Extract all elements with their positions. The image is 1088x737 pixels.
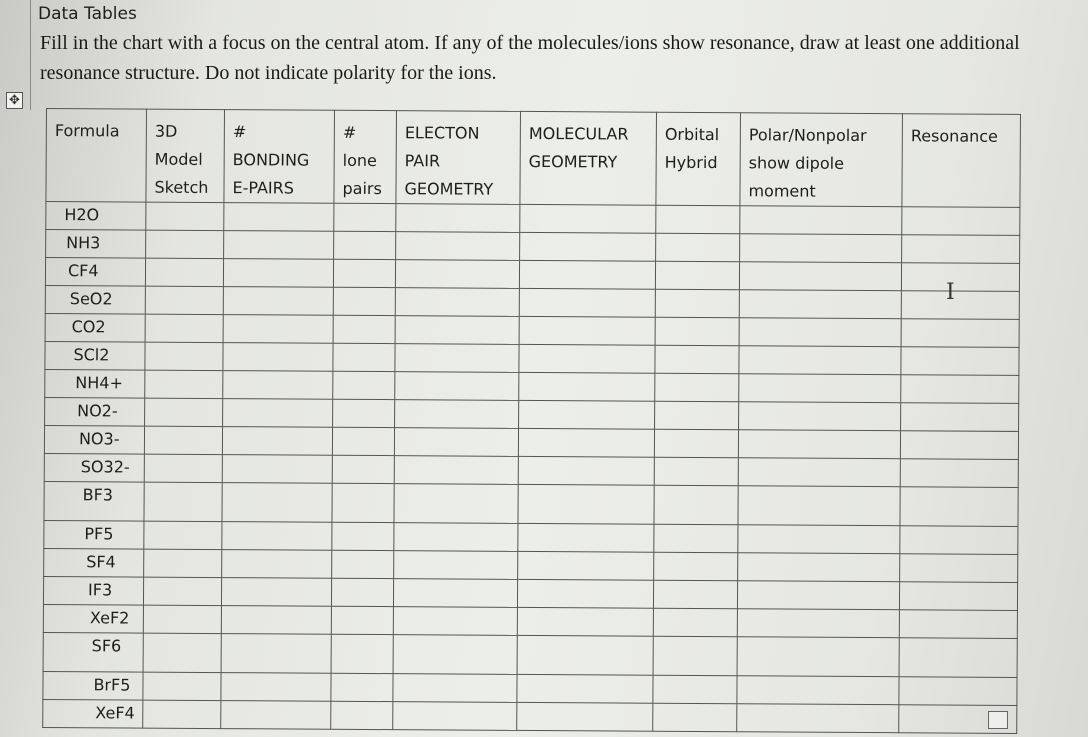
formula-cell[interactable] — [43, 576, 143, 605]
formula-label: XeF4 — [95, 703, 135, 723]
empty-cell[interactable] — [517, 607, 653, 636]
empty-cell[interactable] — [899, 677, 1017, 706]
empty-cell[interactable] — [146, 230, 224, 258]
empty-cell[interactable] — [901, 375, 1019, 404]
empty-cell[interactable] — [653, 675, 737, 704]
empty-cell[interactable] — [332, 427, 394, 455]
empty-cell[interactable] — [517, 635, 653, 675]
formula-cell[interactable] — [45, 313, 145, 342]
formula-label: NH4+ — [75, 373, 123, 393]
empty-cell[interactable] — [395, 316, 519, 345]
empty-cell[interactable] — [146, 202, 224, 230]
header-line: BONDING — [232, 150, 310, 170]
empty-cell[interactable] — [143, 577, 221, 605]
empty-cell[interactable] — [331, 634, 393, 673]
header-line: Polar/Nonpolar — [748, 125, 867, 146]
empty-cell[interactable] — [223, 287, 333, 316]
empty-cell[interactable] — [739, 318, 901, 347]
empty-cell[interactable] — [145, 398, 223, 426]
header-line: MOLECULAR — [528, 123, 629, 144]
empty-cell[interactable] — [144, 482, 222, 521]
formula-cell[interactable] — [44, 453, 144, 482]
empty-cell[interactable] — [739, 290, 901, 319]
empty-cell[interactable] — [901, 291, 1019, 320]
empty-cell[interactable] — [143, 605, 221, 633]
empty-cell[interactable] — [899, 582, 1017, 611]
header-line: pairs — [342, 178, 382, 199]
formula-cell[interactable] — [43, 671, 143, 700]
empty-cell[interactable] — [739, 374, 901, 403]
formula-cell[interactable] — [45, 369, 145, 398]
empty-cell[interactable] — [395, 260, 519, 289]
empty-cell[interactable] — [656, 233, 740, 262]
header-cell[interactable] — [740, 113, 903, 207]
empty-cell[interactable] — [395, 344, 519, 373]
empty-cell[interactable] — [902, 235, 1020, 264]
empty-cell[interactable] — [518, 484, 654, 524]
empty-cell[interactable] — [519, 288, 655, 317]
empty-cell[interactable] — [333, 315, 395, 343]
header-cell[interactable] — [656, 112, 741, 206]
header-text — [224, 110, 334, 203]
empty-cell[interactable] — [654, 524, 738, 553]
empty-cell[interactable] — [223, 371, 333, 400]
empty-cell[interactable] — [900, 526, 1018, 555]
formula-label: NH3 — [66, 233, 101, 253]
empty-cell[interactable] — [334, 231, 396, 259]
empty-cell[interactable] — [655, 317, 739, 346]
empty-cell[interactable] — [396, 232, 520, 261]
empty-cell[interactable] — [331, 578, 393, 606]
table-row — [44, 481, 1018, 526]
empty-cell[interactable] — [222, 455, 332, 484]
header-line: # — [342, 122, 357, 142]
table-row — [43, 699, 1017, 733]
formula-cell[interactable] — [43, 604, 143, 633]
empty-cell[interactable] — [655, 373, 739, 402]
formula-label: NO2- — [77, 401, 118, 421]
header-cell[interactable] — [146, 109, 225, 202]
header-text — [521, 112, 656, 177]
empty-cell[interactable] — [221, 634, 331, 674]
empty-cell[interactable] — [517, 702, 653, 731]
empty-cell[interactable] — [655, 289, 739, 318]
empty-cell[interactable] — [144, 549, 222, 577]
empty-cell[interactable] — [332, 483, 394, 522]
empty-cell[interactable] — [393, 607, 517, 636]
header-line: Resonance — [910, 126, 998, 146]
empty-cell[interactable] — [331, 673, 393, 701]
empty-cell[interactable] — [899, 610, 1017, 639]
formula-label: CO2 — [71, 317, 106, 337]
empty-cell[interactable] — [332, 550, 394, 578]
header-line: lone — [342, 150, 377, 171]
empty-cell[interactable] — [144, 426, 222, 454]
empty-cell[interactable] — [331, 606, 393, 634]
empty-cell[interactable] — [655, 345, 739, 374]
empty-cell[interactable] — [653, 636, 737, 676]
formula-label: SeO2 — [69, 289, 113, 309]
formula-cell[interactable] — [45, 397, 145, 426]
formula-label: NO3- — [78, 429, 120, 449]
instructions-text: Fill in the chart with a focus on the central atom. If any of the molecules/ions show resonance, draw at least one additional resonance structure. Do not indicate polarity for the ions. — [40, 32, 1020, 84]
header-text — [47, 109, 146, 146]
formula-label: BrF5 — [93, 675, 131, 695]
empty-cell[interactable] — [737, 637, 899, 677]
empty-cell[interactable] — [396, 204, 520, 233]
empty-cell[interactable] — [738, 458, 900, 487]
empty-cell[interactable] — [517, 674, 653, 703]
empty-cell[interactable] — [222, 522, 332, 551]
empty-cell[interactable] — [900, 554, 1018, 583]
formula-cell[interactable] — [44, 520, 144, 549]
empty-cell[interactable] — [395, 288, 519, 317]
empty-cell[interactable] — [145, 286, 223, 314]
formula-cell[interactable] — [45, 285, 145, 314]
empty-cell[interactable] — [145, 314, 223, 342]
header-line: Formula — [54, 121, 120, 141]
formula-cell[interactable] — [44, 548, 144, 577]
empty-cell[interactable] — [331, 701, 393, 729]
header-cell[interactable] — [396, 111, 521, 205]
formula-label: SO32- — [80, 457, 130, 477]
empty-cell[interactable] — [395, 400, 519, 429]
header-line: # — [232, 122, 247, 142]
empty-cell[interactable] — [739, 262, 901, 291]
formula-cell[interactable] — [44, 481, 144, 521]
empty-cell[interactable] — [334, 203, 396, 231]
header-text — [740, 113, 902, 206]
page-heading: Data Tables — [38, 4, 137, 24]
header-cell[interactable] — [520, 111, 657, 205]
header-text — [396, 111, 520, 204]
header-line: Model — [154, 149, 203, 169]
empty-cell[interactable] — [653, 580, 737, 609]
empty-cell[interactable] — [738, 553, 900, 582]
formula-label: BF3 — [82, 485, 114, 505]
empty-cell[interactable] — [333, 259, 395, 287]
empty-cell[interactable] — [737, 704, 899, 733]
data-table-wrapper — [42, 108, 1021, 734]
formula-label: SF6 — [91, 636, 122, 656]
empty-cell[interactable] — [224, 231, 334, 260]
header-line: PAIR — [404, 151, 441, 171]
table-resize-handle[interactable] — [988, 711, 1008, 729]
empty-cell[interactable] — [395, 372, 519, 401]
empty-cell[interactable] — [145, 342, 223, 370]
empty-cell[interactable] — [740, 234, 902, 263]
empty-cell[interactable] — [902, 207, 1020, 236]
formula-cell[interactable] — [46, 202, 146, 231]
empty-cell[interactable] — [520, 204, 656, 233]
header-line: GEOMETRY — [528, 151, 618, 172]
empty-cell[interactable] — [222, 427, 332, 456]
empty-cell[interactable] — [654, 429, 738, 458]
empty-cell[interactable] — [332, 455, 394, 483]
empty-cell[interactable] — [145, 370, 223, 398]
formula-cell[interactable] — [45, 341, 145, 370]
empty-cell[interactable] — [901, 263, 1019, 292]
empty-cell[interactable] — [394, 456, 518, 485]
empty-cell[interactable] — [740, 206, 902, 235]
header-line: show dipole — [748, 153, 845, 173]
empty-cell[interactable] — [221, 578, 331, 607]
empty-cell[interactable] — [221, 606, 331, 635]
empty-cell[interactable] — [224, 203, 334, 232]
empty-cell[interactable] — [655, 261, 739, 290]
empty-cell[interactable] — [221, 673, 331, 702]
empty-cell[interactable] — [223, 343, 333, 372]
header-text — [334, 111, 396, 203]
empty-cell[interactable] — [738, 430, 900, 459]
header-text — [903, 114, 1020, 151]
header-cell[interactable] — [334, 110, 397, 203]
margin-rule — [30, 0, 31, 110]
empty-cell[interactable] — [518, 428, 654, 457]
formula-cell[interactable] — [44, 425, 144, 454]
empty-cell[interactable] — [333, 343, 395, 371]
empty-cell[interactable] — [739, 402, 901, 431]
empty-cell[interactable] — [653, 608, 737, 637]
empty-cell[interactable] — [517, 579, 653, 608]
empty-cell[interactable] — [393, 674, 517, 703]
empty-cell[interactable] — [221, 701, 331, 730]
formula-label: SF4 — [86, 552, 116, 572]
empty-cell[interactable] — [738, 486, 900, 526]
empty-cell[interactable] — [520, 232, 656, 261]
empty-cell[interactable] — [394, 523, 518, 552]
empty-cell[interactable] — [144, 521, 222, 549]
empty-cell[interactable] — [656, 205, 740, 234]
data-table[interactable] — [42, 108, 1021, 734]
empty-cell[interactable] — [654, 552, 738, 581]
table-body — [43, 202, 1020, 734]
header-line: Sketch — [154, 177, 209, 197]
formula-label: H2O — [64, 205, 100, 225]
empty-cell[interactable] — [519, 316, 655, 345]
header-line: Orbital — [664, 124, 720, 145]
empty-cell[interactable] — [223, 259, 333, 288]
empty-cell[interactable] — [901, 347, 1019, 376]
empty-cell[interactable] — [333, 371, 395, 399]
empty-cell[interactable] — [394, 551, 518, 580]
header-text — [657, 113, 740, 178]
empty-cell[interactable] — [738, 525, 900, 554]
header-cell[interactable] — [902, 114, 1021, 208]
empty-cell[interactable] — [333, 287, 395, 315]
empty-cell[interactable] — [393, 579, 517, 608]
formula-cell[interactable] — [45, 258, 145, 287]
empty-cell[interactable] — [143, 672, 221, 700]
empty-cell[interactable] — [518, 523, 654, 552]
empty-cell[interactable] — [900, 431, 1018, 460]
header-line: moment — [748, 181, 816, 201]
empty-cell[interactable] — [394, 484, 518, 524]
empty-cell[interactable] — [899, 638, 1017, 678]
table-move-handle-icon[interactable]: ✥ — [6, 92, 23, 109]
empty-cell[interactable] — [223, 315, 333, 344]
header-line: ELECTON — [404, 123, 480, 143]
header-cell[interactable] — [46, 109, 147, 203]
empty-cell[interactable] — [900, 459, 1018, 488]
formula-label: IF3 — [87, 580, 113, 600]
empty-cell[interactable] — [394, 428, 518, 457]
empty-cell[interactable] — [519, 344, 655, 373]
header-line: Hybrid — [664, 152, 718, 173]
header-line: E-PAIRS — [232, 178, 295, 198]
empty-cell[interactable] — [901, 319, 1019, 348]
empty-cell[interactable] — [518, 456, 654, 485]
empty-cell[interactable] — [222, 483, 332, 523]
empty-cell[interactable] — [654, 485, 738, 525]
empty-cell[interactable] — [393, 702, 517, 731]
empty-cell[interactable] — [223, 399, 333, 428]
empty-cell[interactable] — [518, 551, 654, 580]
empty-cell[interactable] — [519, 400, 655, 429]
empty-cell[interactable] — [393, 635, 517, 675]
empty-cell[interactable] — [653, 703, 737, 732]
header-cell[interactable] — [224, 110, 335, 204]
header-line: GEOMETRY — [404, 179, 494, 199]
empty-cell[interactable] — [737, 676, 899, 705]
formula-cell[interactable] — [43, 632, 143, 672]
empty-cell[interactable] — [900, 487, 1018, 527]
empty-cell[interactable] — [222, 550, 332, 579]
empty-cell[interactable] — [143, 700, 221, 728]
formula-label: PF5 — [84, 524, 114, 544]
empty-cell[interactable] — [333, 399, 395, 427]
table-row — [43, 632, 1017, 677]
empty-cell[interactable] — [519, 372, 655, 401]
empty-cell[interactable] — [737, 609, 899, 638]
empty-cell[interactable] — [654, 457, 738, 486]
header-text — [146, 110, 224, 202]
empty-cell[interactable] — [144, 454, 222, 482]
empty-cell[interactable] — [145, 258, 223, 286]
header-line: 3D — [154, 121, 178, 141]
formula-cell[interactable] — [46, 230, 146, 259]
empty-cell[interactable] — [737, 581, 899, 610]
header-row — [46, 109, 1021, 208]
formula-label: XeF2 — [89, 608, 130, 628]
empty-cell[interactable] — [143, 633, 221, 672]
text-cursor-icon: I — [946, 280, 955, 305]
empty-cell[interactable] — [901, 403, 1019, 432]
empty-cell[interactable] — [332, 522, 394, 550]
formula-label: CF4 — [67, 261, 99, 281]
empty-cell[interactable] — [519, 260, 655, 289]
empty-cell[interactable] — [655, 401, 739, 430]
formula-label: SCl2 — [73, 345, 110, 365]
empty-cell[interactable] — [739, 346, 901, 375]
formula-cell[interactable] — [43, 699, 143, 728]
